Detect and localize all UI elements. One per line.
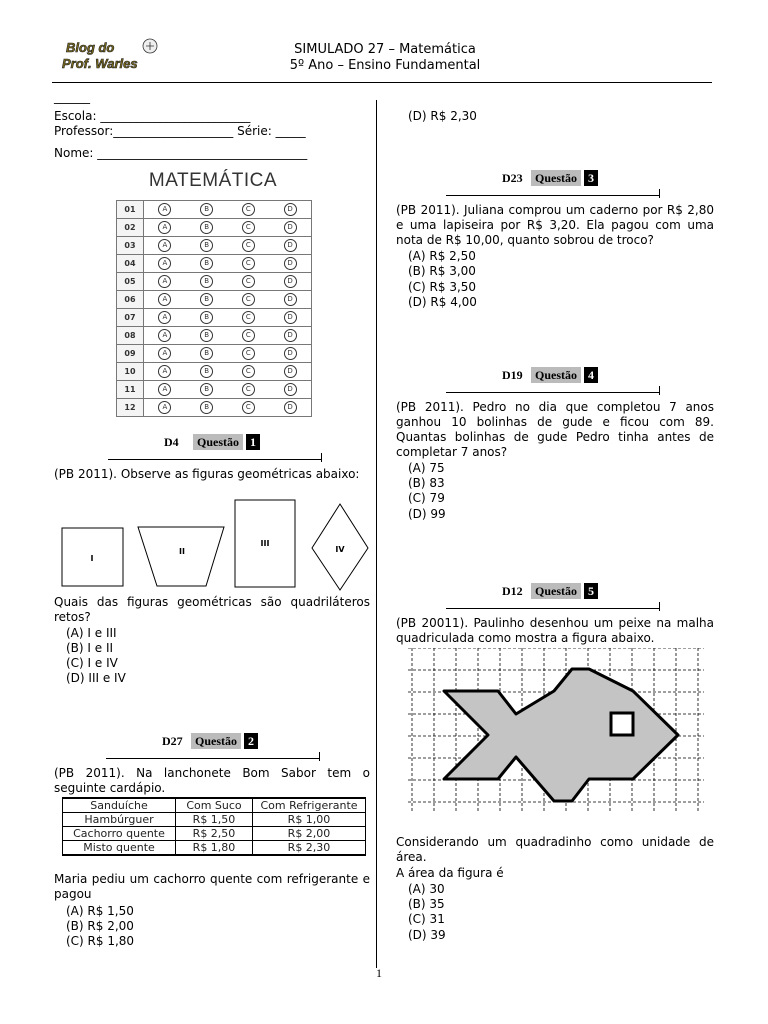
question-number: 3: [584, 170, 598, 186]
figure-trapezoid: [138, 527, 224, 586]
option-c[interactable]: (C) R$ 1,80: [66, 934, 135, 948]
table-cell: R$ 1,50: [176, 813, 253, 827]
answer-row: [117, 327, 312, 345]
answer-row-number: 05: [117, 273, 144, 291]
school-field[interactable]: Escola: _________________________: [54, 109, 251, 123]
question-header-4: [502, 367, 598, 383]
answer-card: [116, 200, 312, 417]
option-b[interactable]: (B) 35: [408, 897, 445, 911]
answer-bubble-a[interactable]: A: [158, 221, 171, 234]
answer-bubble-c[interactable]: C: [242, 239, 255, 252]
option-b[interactable]: (B) 83: [408, 476, 445, 490]
answer-row: [117, 291, 312, 309]
option-d[interactable]: (D) III e IV: [66, 671, 126, 685]
table-cell: R$ 2,00: [253, 827, 366, 841]
answer-row-number: 03: [117, 237, 144, 255]
answer-bubble-c[interactable]: C: [242, 383, 255, 396]
answer-row: [117, 399, 312, 417]
table-row: [63, 813, 366, 827]
answer-bubble-c[interactable]: C: [242, 221, 255, 234]
table-cell: R$ 2,50: [176, 827, 253, 841]
question-label: Questão: [193, 434, 243, 450]
question-prompt: A área da figura é: [396, 866, 504, 880]
table-row: [63, 841, 366, 856]
answer-row-number: 11: [117, 381, 144, 399]
figure-label-3: III: [260, 539, 270, 548]
answer-bubble-a[interactable]: A: [158, 239, 171, 252]
table-cell: Hambúrguer: [63, 813, 176, 827]
figure-label-2: II: [179, 547, 185, 556]
answer-row: [117, 363, 312, 381]
answer-bubble-d[interactable]: D: [284, 365, 297, 378]
answer-bubble-d[interactable]: D: [284, 257, 297, 270]
svg-text:Prof. Warles: Prof. Warles: [62, 56, 138, 71]
question-header-1: [164, 434, 260, 450]
answer-bubble-a[interactable]: A: [158, 257, 171, 270]
question-header-5: [502, 583, 598, 599]
option-d[interactable]: (D) 99: [408, 507, 446, 521]
answer-bubble-d[interactable]: D: [284, 329, 297, 342]
column-divider: [376, 100, 377, 968]
geometric-figures: [54, 496, 376, 592]
table-cell: Cachorro quente: [63, 827, 176, 841]
answer-bubble-c[interactable]: C: [242, 347, 255, 360]
option-d[interactable]: (D) R$ 2,30: [408, 109, 477, 123]
question-text: (PB 2011). Na lanchonete Bom Sabor tem o seguinte cardápio.: [54, 766, 370, 795]
table-cell: R$ 1,00: [253, 813, 366, 827]
question-rule: [446, 195, 660, 196]
answer-row-number: 10: [117, 363, 144, 381]
blog-logo: [60, 36, 170, 74]
answer-row-number: 07: [117, 309, 144, 327]
answer-row: [117, 219, 312, 237]
answer-bubble-b[interactable]: B: [200, 329, 213, 342]
question-text: (PB 2011). Observe as figuras geométricas abaixo:: [54, 467, 360, 481]
answer-bubble-d[interactable]: D: [284, 221, 297, 234]
answer-bubble-b[interactable]: B: [200, 221, 213, 234]
answer-row: [117, 309, 312, 327]
exam-subtitle: 5º Ano – Ensino Fundamental: [289, 58, 481, 73]
option-a[interactable]: (A) I e III: [66, 626, 117, 640]
answer-bubble-d[interactable]: D: [284, 203, 297, 216]
option-c[interactable]: (C) R$ 3,50: [408, 280, 477, 294]
answer-bubble-b[interactable]: B: [200, 347, 213, 360]
table-header-cell: Com Suco: [176, 798, 253, 813]
option-a[interactable]: (A) 75: [408, 461, 445, 475]
question-prompt: Quais das figuras geométricas são quadriláteros retos?: [54, 595, 370, 624]
question-number: 1: [246, 434, 260, 450]
fish-shape: [444, 669, 678, 801]
answer-bubble-c[interactable]: C: [242, 311, 255, 324]
option-d[interactable]: (D) R$ 4,00: [408, 295, 477, 309]
answer-bubble-d[interactable]: D: [284, 311, 297, 324]
question-label: Questão: [531, 367, 581, 383]
answer-row: [117, 201, 312, 219]
answer-row: [117, 237, 312, 255]
question-text: (PB 2011). Pedro no dia que completou 7 anos ganhou 10 bolinhas de gude e ficou com 89. Quantas bolinhas de gude Pedro tinha antes de completar 7 anos?: [396, 400, 714, 459]
descriptor-label: D12: [502, 584, 523, 598]
answer-bubble-b[interactable]: B: [200, 239, 213, 252]
question-label: Questão: [531, 583, 581, 599]
option-b[interactable]: (B) R$ 3,00: [408, 264, 476, 278]
question-rule: [108, 459, 322, 460]
question-header-2: [162, 733, 258, 749]
svg-text:Blog do: Blog do: [66, 40, 115, 55]
answer-bubble-b[interactable]: B: [200, 365, 213, 378]
answer-row-number: 06: [117, 291, 144, 309]
answer-bubble-b[interactable]: B: [200, 257, 213, 270]
option-a[interactable]: (A) R$ 1,50: [66, 904, 134, 918]
fish-eye: [611, 713, 633, 735]
answer-bubble-c[interactable]: C: [242, 401, 255, 414]
descriptor-label: D19: [502, 368, 523, 382]
question-rule: [106, 758, 320, 759]
descriptor-label: D27: [162, 734, 183, 748]
answer-row-number: 01: [117, 201, 144, 219]
answer-bubble-a[interactable]: A: [158, 365, 171, 378]
answer-bubble-a[interactable]: A: [158, 401, 171, 414]
answer-bubble-d[interactable]: D: [284, 293, 297, 306]
answer-bubble-c[interactable]: C: [242, 293, 255, 306]
exam-title: SIMULADO 27 – Matemática: [294, 42, 476, 57]
header-rule: [52, 82, 712, 83]
answer-bubble-a[interactable]: A: [158, 275, 171, 288]
answer-bubble-d[interactable]: D: [284, 275, 297, 288]
answer-bubble-a[interactable]: A: [158, 329, 171, 342]
answer-bubble-c[interactable]: C: [242, 365, 255, 378]
question-number: 2: [244, 733, 258, 749]
option-d[interactable]: (D) 39: [408, 928, 446, 942]
answer-bubble-b[interactable]: B: [200, 311, 213, 324]
answer-bubble-a[interactable]: A: [158, 293, 171, 306]
answer-bubble-d[interactable]: D: [284, 401, 297, 414]
answer-bubble-c[interactable]: C: [242, 329, 255, 342]
table-row: [63, 827, 366, 841]
option-a[interactable]: (A) R$ 2,50: [408, 249, 476, 263]
answer-bubble-c[interactable]: C: [242, 275, 255, 288]
form-blank: ______: [54, 90, 90, 104]
option-c[interactable]: (C) 31: [408, 912, 445, 926]
answer-row-number: 04: [117, 255, 144, 273]
question-number: 4: [584, 367, 598, 383]
question-label: Questão: [191, 733, 241, 749]
question-label: Questão: [531, 170, 581, 186]
answer-bubble-b[interactable]: B: [200, 275, 213, 288]
question-prompt: Considerando um quadradinho como unidade de área.: [396, 835, 714, 864]
answer-row-number: 12: [117, 399, 144, 417]
answer-row: [117, 255, 312, 273]
answer-bubble-b[interactable]: B: [200, 293, 213, 306]
option-b[interactable]: (B) I e II: [66, 641, 114, 655]
table-header-cell: Com Refrigerante: [253, 798, 366, 813]
question-text: (PB 2011). Juliana comprou um caderno por R$ 2,80 e uma lapiseira por R$ 3,20. Ela pagou com uma nota de R$ 10,00, quanto sobrou de troco?: [396, 203, 714, 247]
answer-bubble-a[interactable]: A: [158, 203, 171, 216]
table-header-row: [63, 798, 366, 813]
answer-bubble-a[interactable]: A: [158, 347, 171, 360]
question-rule: [446, 608, 660, 609]
answer-row-number: 08: [117, 327, 144, 345]
menu-table: [62, 797, 366, 856]
answer-bubble-d[interactable]: D: [284, 239, 297, 252]
option-b[interactable]: (B) R$ 2,00: [66, 919, 134, 933]
option-c[interactable]: (C) I e IV: [66, 656, 118, 670]
option-c[interactable]: (C) 79: [408, 491, 445, 505]
teacher-field[interactable]: Professor:____________________ Série: _____: [54, 124, 306, 138]
answer-bubble-b[interactable]: B: [200, 383, 213, 396]
answer-row-number: 02: [117, 219, 144, 237]
answer-row: [117, 381, 312, 399]
fish-grid-figure: [408, 648, 708, 820]
table-header-cell: Sanduíche: [63, 798, 176, 813]
answer-bubble-c[interactable]: C: [242, 203, 255, 216]
page-number: 1: [376, 966, 382, 980]
answer-bubble-b[interactable]: B: [200, 401, 213, 414]
answer-bubble-a[interactable]: A: [158, 383, 171, 396]
question-prompt: Maria pediu um cachorro quente com refrigerante e pagou: [54, 872, 370, 901]
figure-label-1: I: [90, 554, 94, 563]
table-cell: R$ 1,80: [176, 841, 253, 856]
answer-row: [117, 273, 312, 291]
question-text: (PB 20011). Paulinho desenhou um peixe na malha quadriculada como mostra a figura abaixo.: [396, 616, 714, 645]
answer-row-number: 09: [117, 345, 144, 363]
question-rule: [446, 392, 660, 393]
question-number: 5: [584, 583, 598, 599]
answer-bubble-b[interactable]: B: [200, 203, 213, 216]
table-cell: Misto quente: [63, 841, 176, 856]
descriptor-label: D23: [502, 171, 523, 185]
descriptor-label: D4: [164, 435, 179, 449]
table-cell: R$ 2,30: [253, 841, 366, 856]
answer-card-title: MATEMÁTICA: [148, 170, 278, 191]
answer-bubble-c[interactable]: C: [242, 257, 255, 270]
answer-bubble-d[interactable]: D: [284, 383, 297, 396]
answer-bubble-d[interactable]: D: [284, 347, 297, 360]
name-field[interactable]: Nome: ___________________________________: [54, 146, 308, 160]
figure-label-4: IV: [335, 545, 345, 554]
answer-row: [117, 345, 312, 363]
answer-bubble-a[interactable]: A: [158, 311, 171, 324]
option-a[interactable]: (A) 30: [408, 882, 445, 896]
question-header-3: [502, 170, 598, 186]
